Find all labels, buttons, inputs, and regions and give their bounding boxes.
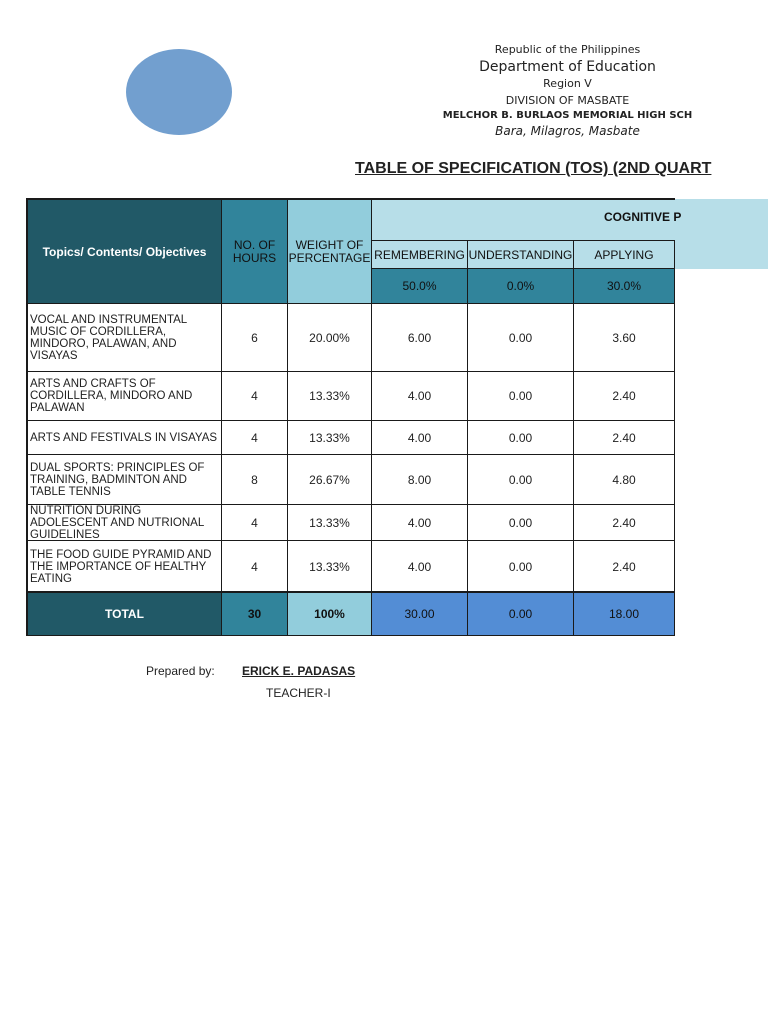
pct-applying: 30.0%	[574, 269, 675, 304]
preparer-name: ERICK E. PADASAS	[242, 664, 356, 678]
row-hours: 4	[222, 505, 288, 541]
total-weight: 100%	[288, 593, 372, 636]
total-remembering: 30.00	[372, 593, 468, 636]
school-name: MELCHOR B. BURLAOS MEMORIAL HIGH SCH	[442, 110, 693, 121]
row-weight: 13.33%	[288, 505, 372, 541]
row-understanding: 0.00	[468, 304, 574, 372]
total-label: TOTAL	[28, 593, 222, 636]
subheader-divider	[372, 240, 675, 241]
header-applying: APPLYING	[574, 241, 675, 269]
row-weight: 26.67%	[288, 455, 372, 505]
row-remembering: 8.00	[372, 455, 468, 505]
row-applying: 3.60	[574, 304, 675, 372]
row-topic: VOCAL AND INSTRUMENTAL MUSIC OF CORDILLERA, MINDORO, PALAWAN, AND VISAYAS	[28, 304, 222, 372]
header-hours: NO. OF HOURS	[222, 200, 288, 304]
row-hours: 4	[222, 372, 288, 421]
header-weight: WEIGHT OF PERCENTAGE	[288, 200, 372, 304]
header-topics: Topics/ Contents/ Objectives	[28, 200, 222, 304]
prepared-by-label: Prepared by:	[146, 664, 215, 678]
row-understanding: 0.00	[468, 541, 574, 593]
row-hours: 4	[222, 421, 288, 455]
row-hours: 6	[222, 304, 288, 372]
row-applying: 2.40	[574, 541, 675, 593]
cognitive-header-label: COGNITIVE P	[604, 210, 682, 224]
school-address: Bara, Milagros, Masbate	[495, 124, 640, 138]
pct-remembering: 50.0%	[372, 269, 468, 304]
row-remembering: 6.00	[372, 304, 468, 372]
row-hours: 4	[222, 541, 288, 593]
total-applying: 18.00	[574, 593, 675, 636]
row-topic: ARTS AND CRAFTS OF CORDILLERA, MINDORO AND PALAWAN	[28, 372, 222, 421]
row-remembering: 4.00	[372, 541, 468, 593]
row-understanding: 0.00	[468, 455, 574, 505]
row-topic: NUTRITION DURING ADOLESCENT AND NUTRIONAL GUIDELINES	[28, 505, 222, 541]
total-understanding: 0.00	[468, 593, 574, 636]
total-hours: 30	[222, 593, 288, 636]
header-remembering: REMEMBERING	[372, 241, 468, 269]
preparer-position: TEACHER-I	[266, 686, 331, 700]
header-understanding: UNDERSTANDING	[468, 241, 574, 269]
department-line: Department of Education	[479, 59, 656, 75]
row-weight: 13.33%	[288, 372, 372, 421]
total-top-border	[26, 591, 675, 593]
row-remembering: 4.00	[372, 372, 468, 421]
pct-understanding: 0.0%	[468, 269, 574, 304]
row-applying: 4.80	[574, 455, 675, 505]
row-topic: THE FOOD GUIDE PYRAMID AND THE IMPORTANCE OF HEALTHY EATING	[28, 541, 222, 593]
region-line: Region V	[543, 77, 592, 90]
row-applying: 2.40	[574, 421, 675, 455]
division-line: DIVISION OF MASBATE	[505, 94, 630, 107]
letterhead	[0, 0, 712, 200]
row-weight: 13.33%	[288, 541, 372, 593]
row-weight: 20.00%	[288, 304, 372, 372]
republic-line: Republic of the Philippines	[494, 43, 641, 56]
row-weight: 13.33%	[288, 421, 372, 455]
row-understanding: 0.00	[468, 421, 574, 455]
page-title: TABLE OF SPECIFICATION (TOS) (2ND QUART	[355, 160, 712, 177]
row-hours: 8	[222, 455, 288, 505]
row-understanding: 0.00	[468, 372, 574, 421]
row-topic: ARTS AND FESTIVALS IN VISAYAS	[28, 421, 222, 455]
row-remembering: 4.00	[372, 421, 468, 455]
row-applying: 2.40	[574, 505, 675, 541]
row-topic: DUAL SPORTS: PRINCIPLES OF TRAINING, BADMINTON AND TABLE TENNIS	[28, 455, 222, 505]
row-applying: 2.40	[574, 372, 675, 421]
row-understanding: 0.00	[468, 505, 574, 541]
row-remembering: 4.00	[372, 505, 468, 541]
